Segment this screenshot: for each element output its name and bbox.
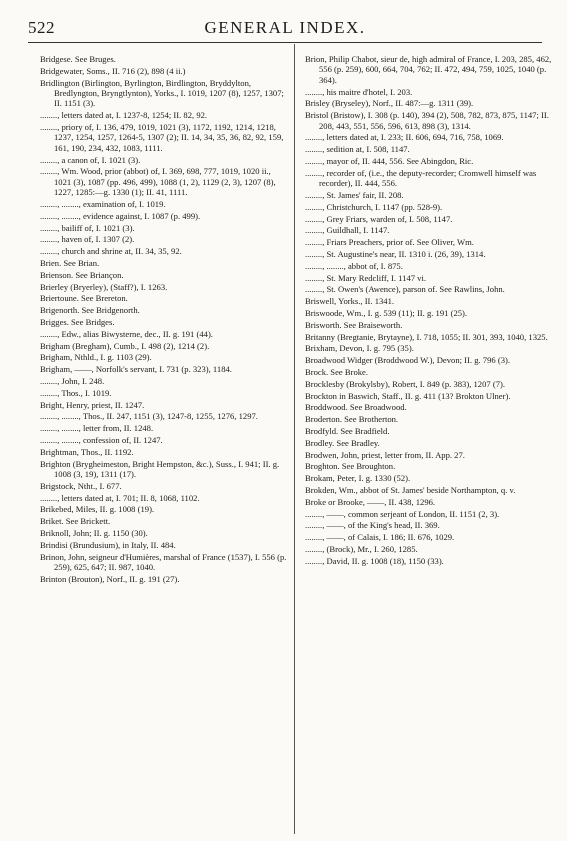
right-column [305,54,553,834]
index-entry: Broadwood Widger (Broddwood W.), Devon; II. g. 796 (3). [305,355,510,366]
index-entry: Broghton. See Broughton. [305,461,396,472]
index-entry: Brigham (Bregham), Cumb., I. 498 (2), 1214 (2). [40,340,210,351]
index-entry: Briknoll, John; II. g. 1150 (30). [40,527,148,538]
index-entry: ........, David, II. g. 1008 (18), 1150 (33). [305,555,444,566]
index-entry: Brodfyld. See Bradfield. [305,425,390,436]
index-entry: Broderton. See Brotherton. [305,414,399,425]
index-entry: Brocklesby (Brokylsby), Robert, I. 849 (p. 383), 1207 (7). [305,378,506,389]
index-entry: ........, church and shrine at, II. 34, 35, 92. [40,246,182,257]
index-entry: Brierley (Bryerley), (Staff?), I. 1263. [40,281,168,292]
index-entry: Brisworth. See Braiseworth. [305,319,403,330]
index-entry: ........, ........, evidence against, I. 1087 (p. 499). [40,210,201,221]
index-entry: ........, St. Augustine's near, II. 1310 i. (26, 39), 1314. [305,248,486,259]
index-entry: ........, letters dated at, I. 701; II. 8, 1068, 1102. [40,492,200,503]
index-entry: Brigham, ——, Norfolk's servant, I. 731 (p. 323), 1184. [40,364,232,375]
index-entry: Brigstock, Ntht., I. 677. [40,480,122,491]
index-entry: ........, ——, of the King's head, II. 369. [305,520,440,531]
index-entry: Briertoune. See Brereton. [40,293,128,304]
page-header [28,18,542,40]
index-entry: Brock. See Broke. [305,366,369,377]
index-entry: ........, letters dated at, I. 1237-8, 1254; II. 82, 92. [40,110,208,121]
index-entry: ........, mayor of, II. 444, 556. See Abingdon, Ric. [305,156,474,166]
index-entry: Brinton (Brouton), Norf., II. g. 191 (27). [40,573,180,584]
index-entry: ........, ........, confession of, II. 1247. [40,434,163,445]
page-title: GENERAL INDEX. [204,18,366,37]
index-entry: Broke or Brooke, ——, II. 438, 1296. [305,496,436,507]
index-entry: Brodley. See Bradley. [305,437,380,448]
index-entry: ........, ——, of Calais, I. 186; II. 676, 1029. [305,532,455,543]
index-entry: ........, ........, examination of, I. 1019. [40,199,166,210]
index-entry: ........, Friars Preachers, prior of. See Oliver, Wm. [305,237,474,248]
index-entry: Bristol (Bristow), I. 308 (p. 140), 394 (2), 508, 782, 873, 875, 1147; II. 208, 443, 551, 556, 596, 613, 898 (3), 1314. [305,110,549,131]
index-entry: ........, priory of, I. 136, 479, 1019, 1021 (3), 1172, 1192, 1214, 1218, 1237, 1254, 1257, 1264-5, 1307 (2); II. 14, 34, 35, 36, 82, 92, 159, 161, 190, 234, 432, 1083, 1111. [40,122,284,153]
index-entry: Brigenorth. See Bridgenorth. [40,305,140,316]
index-entry: ........, ........, letter from, II. 1248. [40,423,154,434]
index-entry: ........, his maitre d'hotel, I. 203. [305,86,413,97]
index-entry: ........, St. Mary Redcliff, I. 1147 vi. [305,272,427,283]
index-entry: ........, a canon of, I. 1021 (3). [40,154,141,165]
left-column [40,54,288,834]
index-entry: Brigges. See Bridges. [40,316,115,327]
index-entry: Broddwood. See Broadwood. [305,402,407,413]
index-entry: Bridgese. See Bruges. [40,54,116,64]
column-divider [294,44,295,834]
header-rule [28,42,542,43]
index-entry: Brindisi (Brundusium), in Italy, II. 484. [40,539,176,550]
index-entry: ........, (Brock), Mr., I. 260, 1285. [305,543,418,554]
index-entry: Briswoode, Wm., I. g. 539 (11); II. g. 191 (25). [305,307,468,318]
index-entry: Bridlington (Birlington, Byrlington, Birdlington, Bryddylton, Bredlyngton, Bryngtlynton), Yorks., I. 1019, 1207 (8), 1257, 1307; II. 1151 (3). [40,77,284,109]
index-entry: ........, Thos., I. 1019. [40,387,112,398]
index-entry: Brien. See Brian. [40,258,100,268]
index-entry: ........, Christchurch, I. 1147 (pp. 528-9). [305,201,443,212]
index-entry: Brokden, Wm., abbot of St. James' beside Northampton, q. v. [305,484,516,495]
index-entry: ........, recorder of, (i.e., the deputy-recorder; Cromwell himself was recorder), II. 444, 556. [305,167,537,189]
index-entry: Brikebed, Miles, II. g. 1008 (19). [40,504,155,515]
index-entry: Brokam, Peter, I. g. 1330 (52). [305,473,411,484]
index-entry: ........, Wm. Wood, prior (abbot) of, I. 369, 698, 777, 1019, 1020 ii., 1021 (3), 1087 (pp. 496, 499), 1088 (1, 2), 1129 (2, 3), 1207 (8), 1227, 1285:—g. 1330 (1); II. 41, 1111. [40,166,276,198]
index-entry: Brisley (Bryseley), Norf., II. 487:—g. 1311 (39). [305,98,474,109]
index-entry: ........, bailiff of, I. 1021 (3). [40,222,135,233]
index-entry: Brinon, John, seigneur d'Humières, marshal of France (1537), I. 556 (p. 259), 625, 647; II. 987, 1040. [40,551,287,572]
index-entry: ........, Guildhall, I. 1147. [305,225,390,236]
index-entry: Briswell, Yorks., II. 1341. [305,296,395,307]
index-entry: ........, ........, Thos., II. 247, 1151 (3), 1247-8, 1255, 1276, 1297. [40,411,258,422]
index-entry: ........, haven of, I. 1307 (2). [40,234,135,245]
index-entry: Brienson. See Briançon. [40,269,124,280]
index-entry: Brixham, Devon, I. g. 795 (35). [305,343,414,354]
index-entry: ........, letters dated at, I. 233; II. 606, 694, 716, 758, 1069. [305,132,504,143]
index-entry: Brodwen, John, priest, letter from, II. App. 27. [305,449,465,460]
index-entry: ........, Edw., alias Biwysterne, dec., II. g. 191 (44). [40,328,213,339]
index-entry: ........, ........, abbot of, I. 875. [305,260,403,271]
index-entry: ........, St. Owen's (Awence), parson of. See Rawlins, John. [305,284,505,295]
index-entry: ........, Grey Friars, warden of, I. 508, 1147. [305,213,453,224]
index-entry: ........, ——, common serjeant of London, II. 1151 (2, 3). [305,508,500,519]
index-entry: Brighton (Brygheimeston, Bright Hempston, &c.), Suss., I. 941; II. g. 1008 (3, 19), 1311 (17). [40,458,280,479]
index-entry: Brockton in Baswich, Staff., II. g. 411 (13? Brokton Ulner). [305,390,511,401]
page-number: 522 [28,18,55,37]
index-entry: Brightman, Thos., II. 1192. [40,446,134,457]
index-entry: Bright, Henry, priest, II. 1247. [40,399,145,410]
index-entry: ........, sedition at, I. 508, 1147. [305,144,410,155]
index-entry: Brion, Philip Chabot, sieur de, high admiral of France, I. 203, 285, 462, 556 (p. 259), 600, 664, 704, 762; II. 472, 494, 759, 1025, 1040 (p. 364). [305,54,552,85]
index-entry: Briket. See Brickett. [40,516,111,527]
index-entry: Britanny (Bregtanie, Brytayne), I. 718, 1055; II. 301, 393, 1040, 1325. [305,331,548,342]
index-entry: Brigham, Nthld., I. g. 1103 (29). [40,352,152,363]
index-entry: ........, St. James' fair, II. 208. [305,190,404,200]
index-entry: Bridgewater, Soms., II. 716 (2), 898 (4 ii.) [40,65,186,76]
index-entry: ........, John, I. 248. [40,375,105,386]
